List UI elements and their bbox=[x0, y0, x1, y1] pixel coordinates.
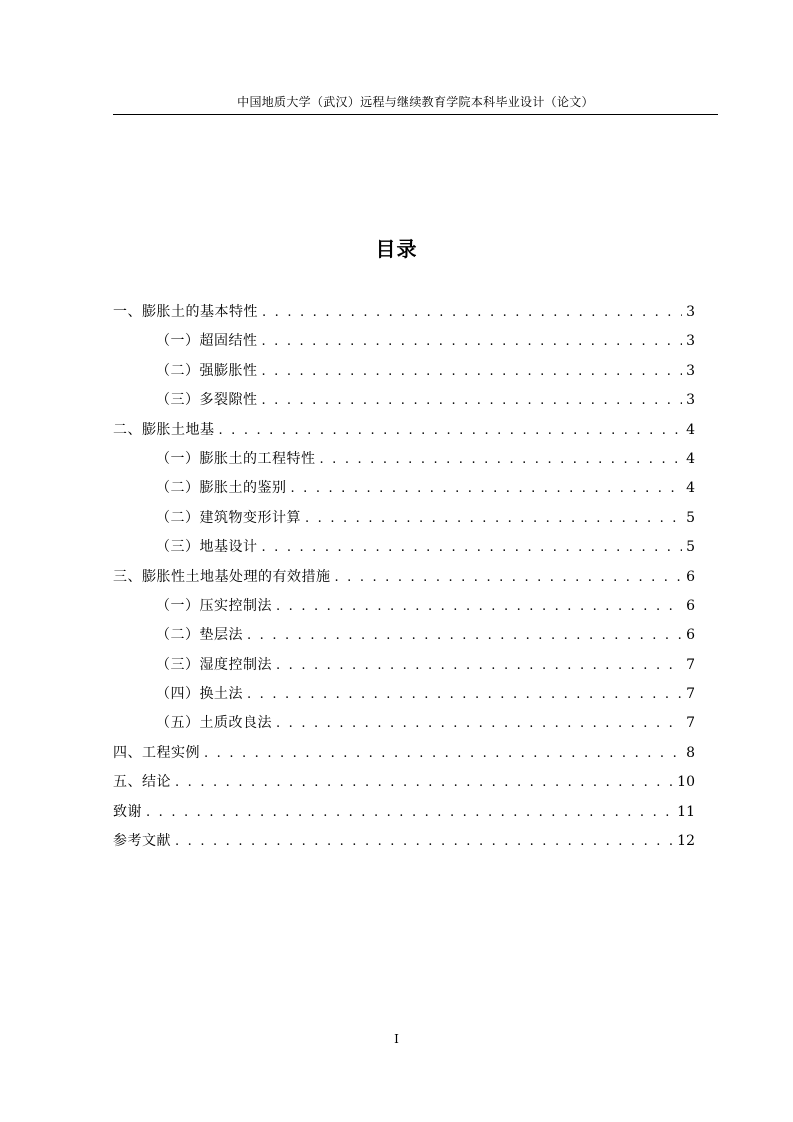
toc-entry[interactable] bbox=[113, 592, 695, 621]
toc-dot-leader bbox=[262, 298, 682, 327]
toc-dot-leader bbox=[262, 386, 683, 415]
toc-entry-label: （五）土质改良法 bbox=[156, 715, 272, 732]
toc-entry[interactable] bbox=[113, 357, 695, 386]
toc-entry[interactable] bbox=[113, 445, 695, 474]
toc-dot-leader bbox=[175, 768, 673, 797]
toc-entry-page: 8 bbox=[686, 744, 695, 761]
toc-entry-page: 6 bbox=[686, 597, 695, 614]
toc-entry-label: 四、工程实例 bbox=[113, 744, 200, 761]
toc-entry[interactable] bbox=[113, 533, 695, 562]
toc-entry-label: （三）多裂隙性 bbox=[156, 392, 258, 409]
toc-entry-label: （二）膨胀土的鉴别 bbox=[156, 480, 287, 497]
toc-entry[interactable] bbox=[113, 709, 695, 738]
toc-entry-page: 12 bbox=[677, 833, 695, 850]
toc-entry-label: （四）换土法 bbox=[156, 686, 243, 703]
toc-entry-page: 7 bbox=[686, 656, 695, 673]
toc-dot-leader bbox=[262, 327, 683, 356]
toc-entry[interactable] bbox=[113, 327, 695, 356]
toc-dot-leader bbox=[219, 416, 683, 445]
toc-dot-leader bbox=[262, 533, 683, 562]
toc-dot-leader bbox=[305, 504, 682, 533]
toc-dot-leader bbox=[247, 680, 682, 709]
toc-entry-page: 6 bbox=[686, 568, 695, 585]
toc-dot-leader bbox=[276, 592, 682, 621]
toc-entry-label: （二）强膨胀性 bbox=[156, 362, 258, 379]
toc-entry[interactable] bbox=[113, 416, 695, 445]
toc-entry[interactable] bbox=[113, 680, 695, 709]
toc-dot-leader bbox=[262, 357, 683, 386]
toc-dot-leader bbox=[204, 739, 682, 768]
toc-entry-page: 4 bbox=[686, 480, 695, 497]
toc-entry-label: （二）垫层法 bbox=[156, 627, 243, 644]
toc-entry-page: 3 bbox=[686, 392, 695, 409]
toc-entry[interactable] bbox=[113, 739, 695, 768]
toc-entry-label: 一、膨胀土的基本特性 bbox=[113, 304, 258, 320]
toc-entry[interactable] bbox=[113, 621, 695, 650]
toc-entry[interactable] bbox=[113, 386, 695, 415]
toc-entry-page: 10 bbox=[677, 774, 695, 791]
toc-entry-page: 5 bbox=[686, 539, 695, 556]
toc-dot-leader bbox=[247, 621, 682, 650]
toc-entry-page: 3 bbox=[686, 304, 695, 320]
toc-entry-label: （一）膨胀土的工程特性 bbox=[156, 450, 316, 467]
page-number: I bbox=[394, 1032, 399, 1046]
toc-entry-label: （一）超固结性 bbox=[156, 333, 258, 350]
toc-entry-label: （三）湿度控制法 bbox=[156, 656, 272, 673]
toc-entry-label: 二、膨胀土地基 bbox=[113, 421, 215, 438]
toc-dot-leader bbox=[291, 474, 683, 503]
toc-dot-leader bbox=[276, 651, 682, 680]
toc-entry-page: 7 bbox=[686, 686, 695, 703]
toc-entry-label: 致谢 bbox=[113, 803, 142, 820]
toc-entry[interactable] bbox=[113, 798, 695, 827]
toc-entry[interactable] bbox=[113, 768, 695, 797]
toc-entry-page: 6 bbox=[686, 627, 695, 644]
toc-entry[interactable] bbox=[113, 827, 695, 856]
toc-entry-page: 3 bbox=[686, 362, 695, 379]
toc-dot-leader bbox=[146, 798, 673, 827]
toc-dot-leader bbox=[276, 709, 682, 738]
toc-entry-label: 三、膨胀性土地基处理的有效措施 bbox=[113, 568, 331, 585]
toc-entry-page: 3 bbox=[686, 333, 695, 350]
toc-entry-page: 11 bbox=[677, 803, 695, 820]
toc-entry-page: 7 bbox=[686, 715, 695, 732]
toc-entry-label: 参考文献 bbox=[113, 833, 171, 850]
table-of-contents bbox=[113, 298, 695, 856]
toc-entry[interactable] bbox=[113, 298, 695, 327]
toc-dot-leader bbox=[320, 445, 683, 474]
toc-entry-label: 五、结论 bbox=[113, 774, 171, 791]
toc-entry-page: 4 bbox=[686, 421, 695, 438]
toc-entry-label: （二）建筑物变形计算 bbox=[156, 509, 301, 526]
toc-entry[interactable] bbox=[113, 474, 695, 503]
toc-dot-leader bbox=[335, 563, 683, 592]
toc-entry[interactable] bbox=[113, 651, 695, 680]
toc-entry-page: 5 bbox=[686, 509, 695, 526]
page-header: 中国地质大学（武汉）远程与继续教育学院本科毕业设计（论文） bbox=[237, 95, 594, 109]
toc-dot-leader bbox=[175, 827, 673, 856]
toc-entry-page: 4 bbox=[686, 450, 695, 467]
toc-title: 目录 bbox=[375, 237, 418, 261]
toc-entry-label: （三）地基设计 bbox=[156, 539, 258, 556]
header-rule bbox=[113, 114, 718, 115]
toc-entry-label: （一）压实控制法 bbox=[156, 597, 272, 614]
toc-entry[interactable] bbox=[113, 504, 695, 533]
toc-entry[interactable] bbox=[113, 563, 695, 592]
